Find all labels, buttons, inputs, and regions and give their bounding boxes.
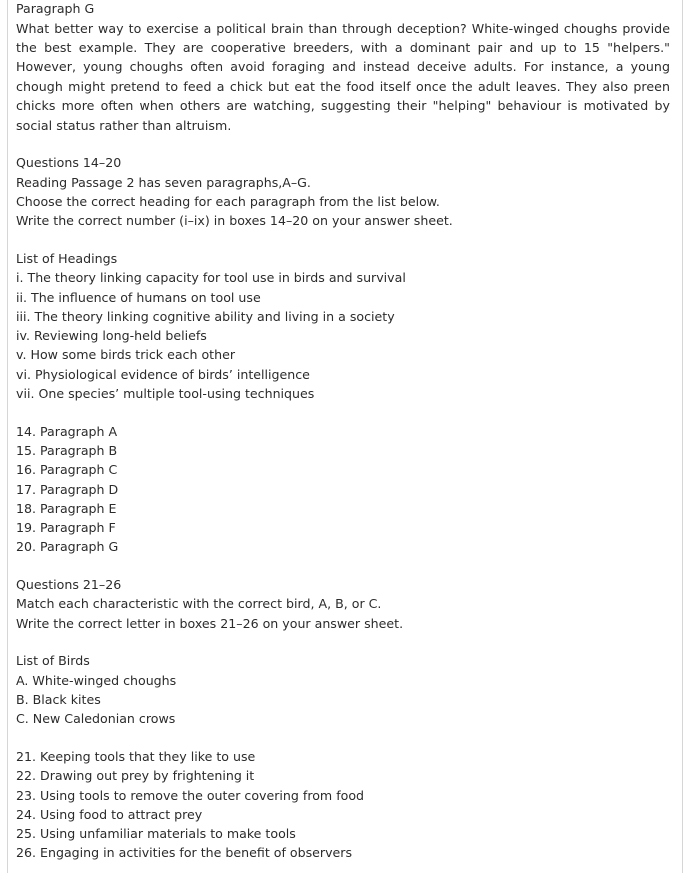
characteristic-item: 21. Keeping tools that they like to use (16, 749, 256, 764)
questions-21-26-instruction: Write the correct letter in boxes 21–26 on your answer sheet. (16, 615, 404, 631)
questions-14-20-instruction: Write the correct number (i–ix) in boxes 14–20 on your answer sheet. (16, 213, 453, 229)
paragraph-question: 15. Paragraph B (16, 442, 118, 458)
spacer (16, 403, 670, 421)
paragraph-question: 16. Paragraph C (16, 462, 118, 478)
heading-item: iii. The theory linking cognitive ability and living in a society (16, 308, 395, 324)
bird-item: C. New Caledonian crows (16, 711, 176, 727)
questions-21-26-instruction: Match each characteristic with the correct bird, A, B, or C. (16, 596, 382, 612)
paragraph-g-text: What better way to exercise a political brain than through deception? White-winged choughs provide the best example. They are cooperative breeders, with a dominant pair and up to 15 "helpers." However, young choughs often avoid foraging and instead deceive adults. For instance, a young chough might pretend to feed a chick but eat the food itself once the adult leaves. They also preen chicks more often when others are watching, suggesting their "helping" behaviour is motivated by social status rather than altruism. (16, 20, 670, 133)
paragraph-question: 14. Paragraph A (16, 423, 118, 439)
spacer (16, 231, 670, 249)
heading-item: iv. Reviewing long-held beliefs (16, 328, 207, 344)
spacer (16, 633, 670, 651)
spacer (16, 135, 670, 153)
heading-item: v. How some birds trick each other (16, 347, 236, 363)
heading-item: vi. Physiological evidence of birds’ intelligence (16, 366, 310, 382)
characteristic-item: 25. Using unfamiliar materials to make tools (16, 826, 296, 842)
characteristic-item: 22. Drawing out prey by frightening it (16, 768, 255, 784)
list-of-birds-title: List of Birds (16, 653, 90, 669)
paragraph-question: 19. Paragraph F (16, 520, 116, 536)
heading-item: ii. The influence of humans on tool use (16, 289, 261, 305)
bird-item: B. Black kites (16, 692, 101, 708)
questions-14-20-heading: Questions 14–20 (16, 155, 122, 171)
paragraph-question: 20. Paragraph G (16, 539, 119, 555)
heading-item: i. The theory linking capacity for tool use in birds and survival (16, 270, 406, 286)
spacer (16, 557, 670, 575)
characteristic-item: 26. Engaging in activities for the benefit of observers (16, 845, 353, 861)
bird-item: A. White-winged choughs (16, 672, 177, 688)
paragraph-question: 18. Paragraph E (16, 500, 117, 516)
characteristic-item: 23. Using tools to remove the outer covering from food (16, 787, 365, 803)
characteristic-item: 24. Using food to attract prey (16, 806, 203, 822)
heading-item: vii. One species’ multiple tool-using techniques (16, 385, 315, 401)
questions-21-26-heading: Questions 21–26 (16, 577, 122, 593)
paragraph-question: 17. Paragraph D (16, 481, 119, 497)
questions-14-20-instruction: Reading Passage 2 has seven paragraphs,A–G. (16, 174, 311, 190)
questions-14-20-instruction: Choose the correct heading for each paragraph from the list below. (16, 193, 440, 209)
spacer (16, 729, 670, 747)
document-body (16, 0, 670, 863)
list-of-headings-title: List of Headings (16, 250, 118, 266)
paragraph-g-title: Paragraph G (16, 1, 95, 16)
